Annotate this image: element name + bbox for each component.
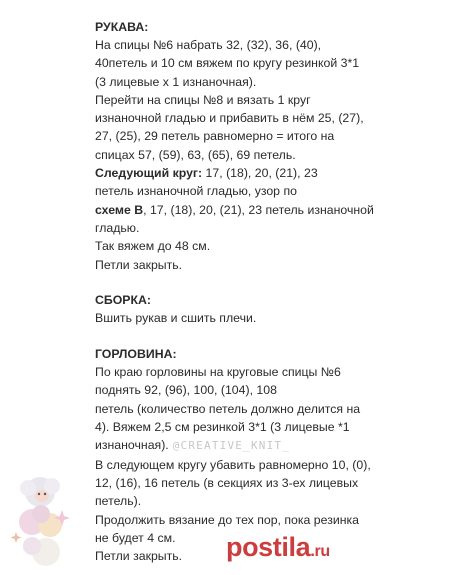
neckline-line: Продолжить вязание до тех пор, пока резинка xyxy=(95,512,359,527)
postila-watermark: postila.ru xyxy=(226,532,330,562)
neckline-line: По краю горловины на круговые спицы №6 xyxy=(95,365,341,380)
knitting-instructions xyxy=(95,18,440,565)
sleeves-line: 40петель и 10 см вяжем по кругу резинкой 3*1 xyxy=(95,56,360,71)
sleeves-line: Перейти на спицы №8 и вязать 1 круг xyxy=(95,92,311,107)
neckline-line: поднять 92, (96), 100, (104), 108 xyxy=(95,383,277,398)
next-round-line xyxy=(95,164,440,182)
neckline-line: 4). Вяжем 2,5 см резинкой 3*1 (3 лицевые *1 xyxy=(95,420,350,435)
next-round-text: 17, (18), 20, (21), 23 xyxy=(202,166,318,181)
section-spacer xyxy=(95,327,440,345)
sleeves-line: изнаночной гладью и прибавить в нём 25, (27), xyxy=(95,111,364,126)
neckline-line: петель (количество петель должно делится на xyxy=(95,401,361,416)
sleeves-line: петель изнаночной гладью, узор по xyxy=(95,184,297,199)
sleeves-line: На спицы №6 набрать 32, (32), 36, (40), xyxy=(95,38,322,52)
sheep-illustration xyxy=(4,470,86,575)
neckline-line: В следующем кругу убавить равномерно 10, (0), xyxy=(95,457,371,472)
scheme-label: схеме В xyxy=(95,202,144,217)
neckline-line: не будет 4 см. xyxy=(95,530,176,545)
assembly-heading: СБОРКА: xyxy=(95,292,151,307)
purl-text: изнаночная). xyxy=(95,438,169,453)
sleeves-line: Так вяжем до 48 см. xyxy=(95,239,211,254)
neckline-heading: ГОРЛОВИНА: xyxy=(95,347,177,362)
sleeves-line: спицах 57, (59), 63, (65), 69 петель. xyxy=(95,147,296,162)
sleeves-line: гладью. xyxy=(95,220,140,235)
neckline-line: петель). xyxy=(95,494,142,509)
scheme-line xyxy=(95,201,440,219)
sleeves-line: (3 лицевые х 1 изнаночная). xyxy=(95,74,257,89)
section-spacer xyxy=(95,274,440,291)
neckline-line: 12, (16), 16 петель (в секциях из 3-ех лицевых xyxy=(95,475,359,490)
scheme-text: , 17, (18), 20, (21), 23 петель изнаночной xyxy=(143,202,374,217)
watermark-tld: ru xyxy=(314,543,330,560)
purl-line xyxy=(95,436,440,455)
next-round-label: Следующий круг: xyxy=(95,166,203,181)
sleeves-line: 27, (25), 29 петель равномерно = итого на xyxy=(95,129,335,144)
assembly-line: Вшить рукав и сшить плечи. xyxy=(95,310,257,325)
author-handle: @CREATIVE_KNIT_ xyxy=(172,439,291,453)
sleeves-heading: РУКАВА: xyxy=(95,20,149,34)
watermark-name: postila xyxy=(226,532,311,562)
sleeves-line: Петли закрыть. xyxy=(95,257,183,272)
neckline-line: Петли закрыть. xyxy=(95,549,183,564)
